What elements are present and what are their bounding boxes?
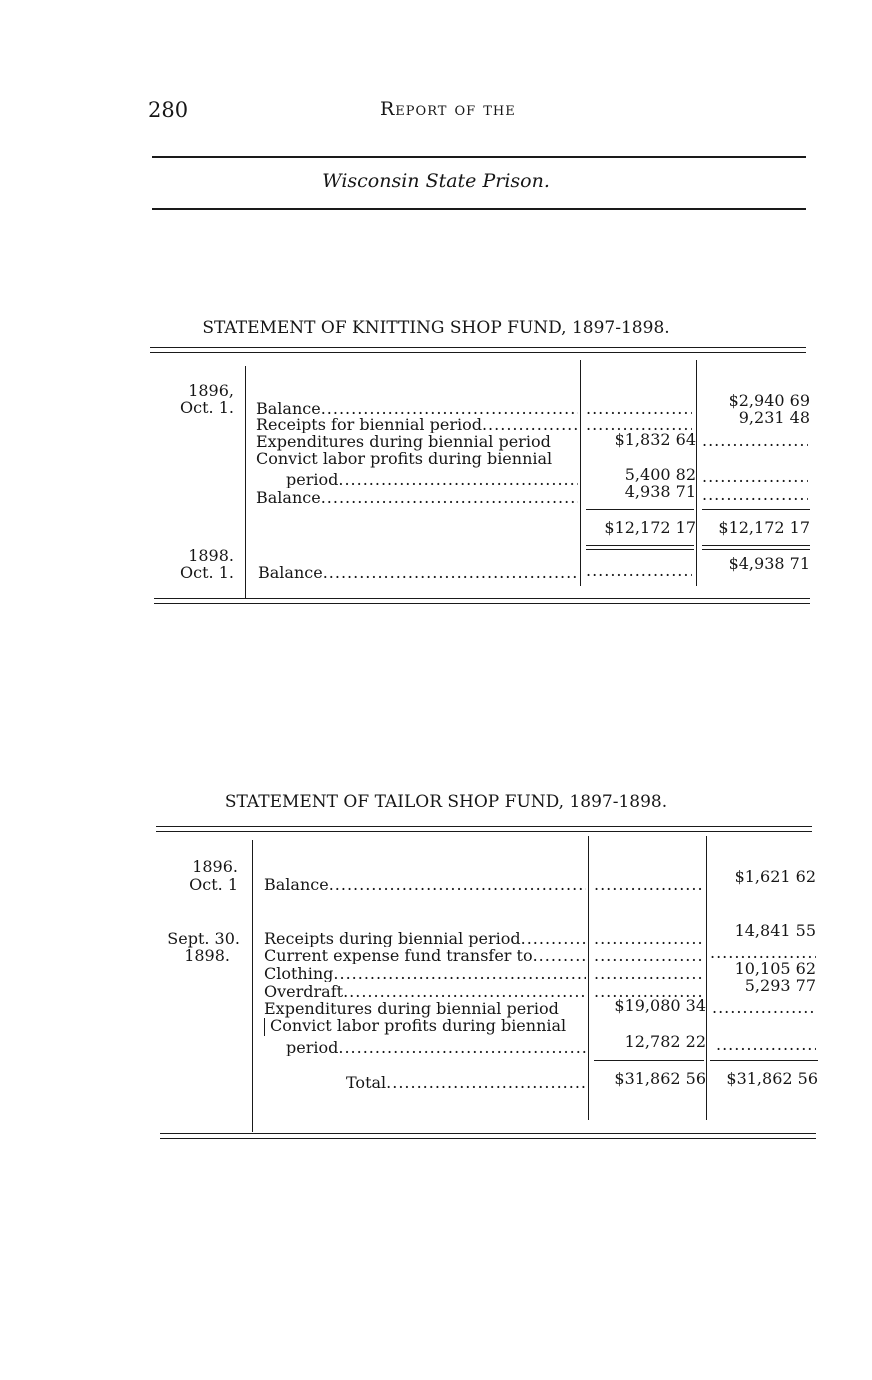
tailor-debit-amount: 12,782 22 bbox=[624, 1032, 706, 1051]
tailor-row-label: Receipts during biennial period ..... bbox=[264, 930, 586, 947]
tailor-col-divider-1 bbox=[252, 840, 253, 1132]
tailor-date-year: 1896. bbox=[192, 857, 238, 876]
page-number: 280 bbox=[148, 98, 189, 122]
tailor-debit-leader bbox=[594, 965, 702, 982]
knitting-credit-leader bbox=[702, 468, 808, 485]
tailor-bottom-rule-1 bbox=[160, 1133, 816, 1134]
knitting-credit-amount: 9,231 48 bbox=[738, 408, 810, 427]
tailor-row-label: Expenditures during biennial period bbox=[264, 999, 559, 1018]
knitting-row-label: period ..... bbox=[286, 471, 578, 488]
tailor-date-day: Sept. 30. bbox=[167, 929, 240, 948]
tailor-col-divider-2 bbox=[588, 836, 589, 1120]
knitting-row-label: Receipts for biennial period ..... bbox=[256, 416, 578, 433]
header-rule-bottom bbox=[152, 208, 806, 210]
knitting-credit-total-rule bbox=[702, 509, 810, 510]
knitting-credit-double-rule-1 bbox=[702, 545, 810, 546]
knitting-credit-leader bbox=[702, 432, 808, 449]
tailor-row-label: Current expense fund transfer to ..... bbox=[264, 947, 586, 964]
tailor-date-day: Oct. 1 bbox=[189, 875, 238, 894]
tailor-credit-total-rule bbox=[710, 1060, 818, 1061]
tailor-debit-leader bbox=[594, 947, 702, 964]
tailor-debit-total: $31,862 56 bbox=[614, 1069, 706, 1088]
knitting-debit-double-rule-1 bbox=[586, 545, 694, 546]
knitting-date-day: Oct. 1. bbox=[180, 398, 234, 417]
tailor-row-label: Overdraft ..... bbox=[264, 983, 586, 1000]
knitting-closing-year: 1898. bbox=[188, 546, 234, 565]
tailor-debit-amount: $19,080 34 bbox=[614, 996, 706, 1015]
running-head: Report of the bbox=[380, 98, 516, 120]
knitting-credit-leader bbox=[702, 486, 808, 503]
knitting-debit-leader bbox=[586, 400, 692, 417]
tailor-credit-leader bbox=[712, 999, 816, 1016]
tailor-rule-2 bbox=[156, 831, 812, 832]
knitting-col-divider-1 bbox=[245, 366, 246, 598]
knitting-debit-total: $12,172 17 bbox=[604, 518, 696, 537]
knitting-row-label: Expenditures during biennial period bbox=[256, 432, 551, 451]
knitting-col-divider-2 bbox=[580, 360, 581, 586]
running-subtitle: Wisconsin State Prison. bbox=[322, 170, 550, 192]
tailor-row-label: period ..... bbox=[286, 1039, 586, 1056]
knitting-credit-double-rule-2 bbox=[702, 549, 810, 550]
tailor-debit-total-rule bbox=[594, 1060, 704, 1061]
knitting-closing-label: Balance ..... bbox=[258, 564, 578, 581]
tailor-credit-leader bbox=[716, 1036, 816, 1053]
knitting-credit-total: $12,172 17 bbox=[718, 518, 810, 537]
tailor-opening-credit: $1,621 62 bbox=[734, 867, 816, 886]
tailor-statement-title: STATEMENT OF TAILOR SHOP FUND, 1897-1898. bbox=[224, 792, 668, 812]
tailor-bottom-rule-2 bbox=[160, 1138, 816, 1139]
knitting-rule-2 bbox=[150, 352, 806, 353]
knitting-debit-leader bbox=[586, 562, 692, 579]
knitting-col-divider-3 bbox=[696, 360, 697, 586]
tailor-bracket-mark bbox=[264, 1018, 265, 1036]
tailor-opening-label: Balance ..... bbox=[264, 876, 586, 893]
knitting-debit-double-rule-2 bbox=[586, 549, 694, 550]
tailor-total-label: Total ..... bbox=[346, 1074, 586, 1091]
knitting-closing-credit: $4,938 71 bbox=[728, 554, 810, 573]
knitting-debit-amount: 4,938 71 bbox=[624, 482, 696, 501]
knitting-row-label: Convict labor profits during biennial bbox=[256, 449, 553, 468]
tailor-rule-1 bbox=[156, 826, 812, 827]
tailor-debit-leader bbox=[594, 876, 702, 893]
knitting-bottom-rule-1 bbox=[154, 598, 810, 599]
knitting-date-year: 1896, bbox=[188, 381, 234, 400]
knitting-row-label: Balance ..... bbox=[256, 489, 578, 506]
tailor-debit-leader bbox=[594, 930, 702, 947]
knitting-credit-amount: $2,940 69 bbox=[728, 391, 810, 410]
knitting-rule-1 bbox=[150, 347, 806, 348]
tailor-row-label: Convict labor profits during biennial bbox=[270, 1016, 567, 1035]
knitting-closing-day: Oct. 1. bbox=[180, 563, 234, 582]
tailor-date-year: 1898. bbox=[184, 946, 230, 965]
header-rule-top bbox=[152, 156, 806, 158]
knitting-statement-title: STATEMENT OF KNITTING SHOP FUND, 1897-1898. bbox=[202, 318, 670, 338]
knitting-debit-amount: 5,400 82 bbox=[624, 465, 696, 484]
tailor-row-label: Clothing ..... bbox=[264, 965, 586, 982]
tailor-credit-total: $31,862 56 bbox=[726, 1069, 818, 1088]
knitting-debit-total-rule bbox=[586, 509, 694, 510]
tailor-credit-amount: 5,293 77 bbox=[744, 976, 816, 995]
knitting-bottom-rule-2 bbox=[154, 603, 810, 604]
tailor-col-divider-3 bbox=[706, 836, 707, 1120]
tailor-credit-amount: 14,841 55 bbox=[734, 921, 816, 940]
knitting-row-label: Balance ..... bbox=[256, 400, 578, 417]
tailor-credit-amount: 10,105 62 bbox=[734, 959, 816, 978]
knitting-debit-amount: $1,832 64 bbox=[614, 430, 696, 449]
